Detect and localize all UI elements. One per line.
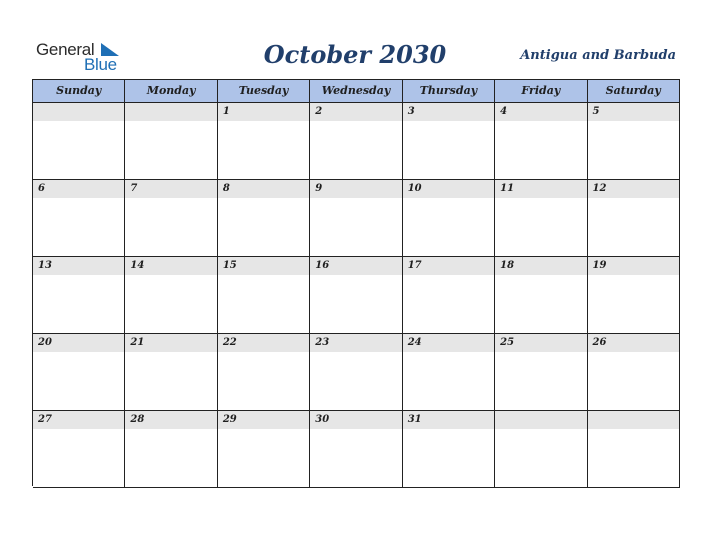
week-row-1: [33, 103, 680, 180]
day-cell: [310, 180, 402, 257]
day-cell: [218, 257, 310, 334]
day-cell: [495, 103, 587, 180]
day-number: 29: [218, 411, 309, 429]
day-number: 15: [218, 257, 309, 275]
day-cell: [33, 257, 125, 334]
week-row-2: [33, 180, 680, 257]
weekday-sunday: Sunday: [33, 80, 125, 103]
day-cell: [495, 180, 587, 257]
day-cell: [218, 334, 310, 411]
logo-text-blue: Blue: [84, 55, 117, 74]
day-number: 13: [33, 257, 124, 275]
day-cell: [310, 411, 402, 488]
weekday-header-row: [33, 80, 680, 103]
day-cell: [125, 257, 217, 334]
weekday-thursday: Thursday: [403, 80, 495, 103]
day-number: 27: [33, 411, 124, 429]
day-cell: [218, 103, 310, 180]
day-number: [588, 411, 679, 429]
day-number: 19: [588, 257, 679, 275]
calendar-title: October 2030: [263, 40, 447, 69]
day-number: 30: [310, 411, 401, 429]
day-cell: [588, 411, 680, 488]
day-cell: [403, 103, 495, 180]
day-cell: [33, 103, 125, 180]
day-number: 8: [218, 180, 309, 198]
day-number: 20: [33, 334, 124, 352]
weekday-tuesday: Tuesday: [218, 80, 310, 103]
weekday-saturday: Saturday: [588, 80, 680, 103]
day-cell: [588, 180, 680, 257]
day-cell: [125, 180, 217, 257]
day-number: 7: [125, 180, 216, 198]
day-cell: [588, 334, 680, 411]
day-number: 5: [588, 103, 679, 121]
day-cell: [310, 257, 402, 334]
day-cell: [403, 257, 495, 334]
day-cell: [33, 334, 125, 411]
day-number: [33, 103, 124, 121]
day-cell: [218, 411, 310, 488]
week-row-5: [33, 411, 680, 488]
day-number: [495, 411, 586, 429]
day-cell: [403, 411, 495, 488]
weekday-wednesday: Wednesday: [310, 80, 402, 103]
logo-text-general: General: [36, 40, 95, 59]
day-number: 18: [495, 257, 586, 275]
week-row-3: [33, 257, 680, 334]
day-number: 12: [588, 180, 679, 198]
day-number: 9: [310, 180, 401, 198]
day-cell: [310, 334, 402, 411]
weekday-monday: Monday: [125, 80, 217, 103]
day-number: 2: [310, 103, 401, 121]
day-cell: [125, 334, 217, 411]
day-number: 3: [403, 103, 494, 121]
day-number: 21: [125, 334, 216, 352]
day-cell: [125, 411, 217, 488]
week-row-4: [33, 334, 680, 411]
day-number: 25: [495, 334, 586, 352]
day-cell: [588, 103, 680, 180]
day-number: 22: [218, 334, 309, 352]
day-number: 16: [310, 257, 401, 275]
day-cell: [588, 257, 680, 334]
day-cell: [125, 103, 217, 180]
day-number: 4: [495, 103, 586, 121]
day-cell: [403, 334, 495, 411]
day-cell: [495, 257, 587, 334]
day-number: 6: [33, 180, 124, 198]
day-number: 24: [403, 334, 494, 352]
day-cell: [403, 180, 495, 257]
day-number: 26: [588, 334, 679, 352]
day-cell: [495, 411, 587, 488]
weekday-friday: Friday: [495, 80, 587, 103]
generalblue-logo: [36, 40, 136, 74]
country-name: Antigua and Barbuda: [520, 48, 676, 63]
day-number: 31: [403, 411, 494, 429]
day-number: 28: [125, 411, 216, 429]
day-cell: [218, 180, 310, 257]
day-number: 11: [495, 180, 586, 198]
day-number: 17: [403, 257, 494, 275]
day-cell: [33, 180, 125, 257]
day-number: [125, 103, 216, 121]
day-number: 14: [125, 257, 216, 275]
day-cell: [495, 334, 587, 411]
day-number: 23: [310, 334, 401, 352]
calendar-grid: [32, 79, 680, 486]
day-cell: [33, 411, 125, 488]
day-number: 1: [218, 103, 309, 121]
day-number: 10: [403, 180, 494, 198]
day-cell: [310, 103, 402, 180]
